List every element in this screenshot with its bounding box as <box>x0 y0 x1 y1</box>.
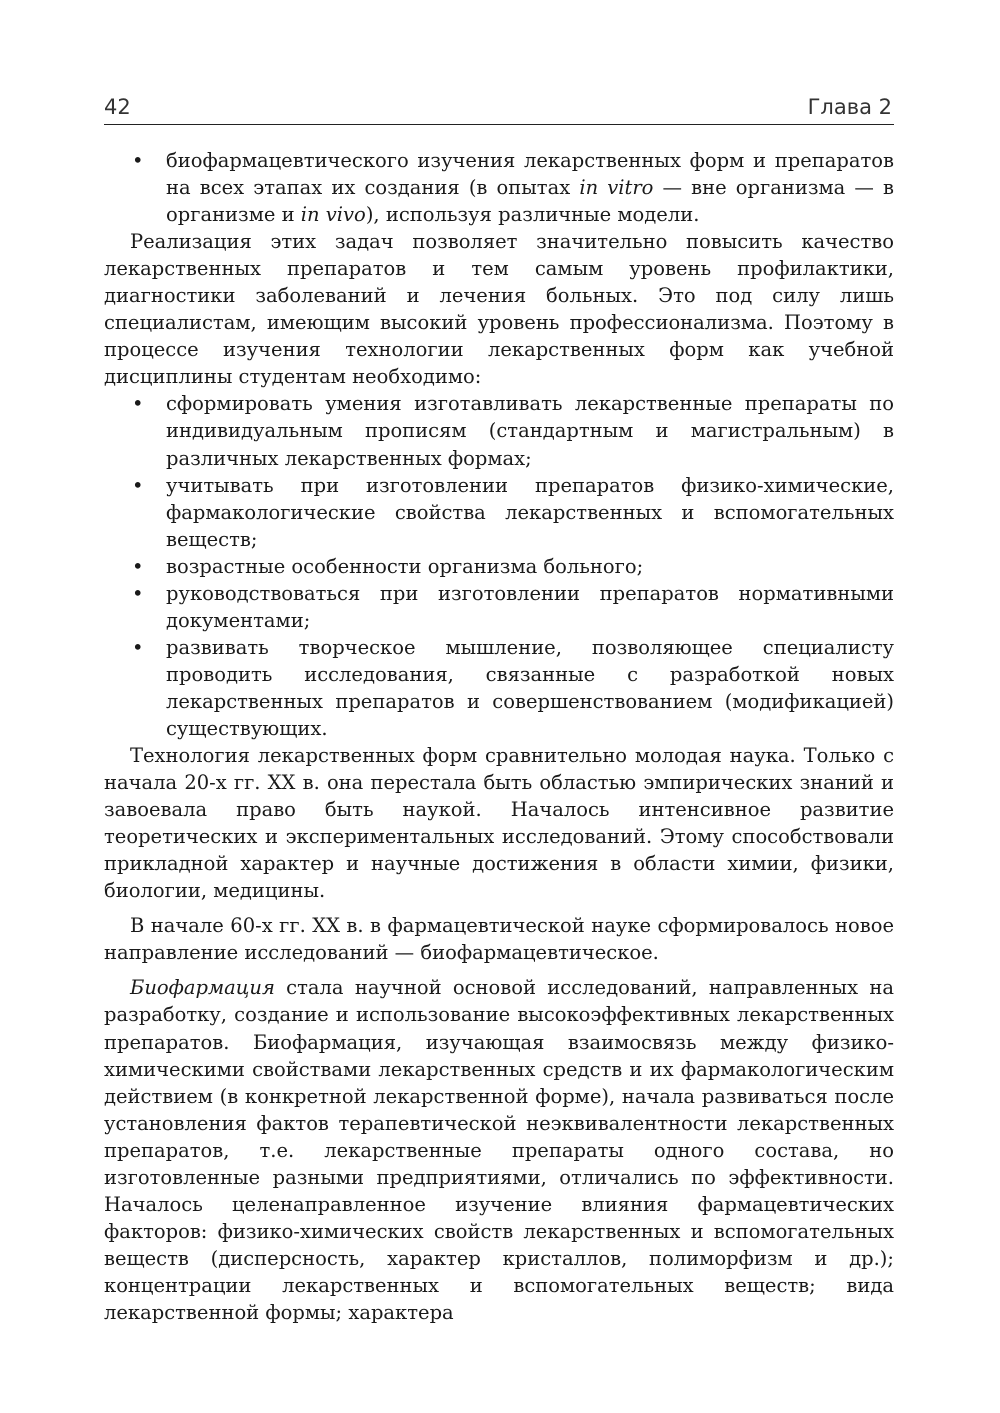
list-item: • биофармацевтического изучения лекарственных форм и препаратов на всех этапах их создания (в опытах in vitro — вне организма — в организме и in vivo), используя различные модели. <box>104 147 894 228</box>
term-biopharmacy: Биофармация <box>130 976 275 1000</box>
page-number: 42 <box>104 95 131 119</box>
list-item: • возрастные особенности организма больного; <box>104 553 894 580</box>
page-body <box>104 147 894 1326</box>
bullet-list <box>104 390 894 742</box>
bullet-list-top <box>104 147 894 228</box>
paragraph: Реализация этих задач позволяет значительно повысить качество лекарственных препаратов и тем самым уровень профилактики, диагностики заболеваний и лечения больных. Это под силу лишь специалистам, имеющим высокий уровень профессионализма. Поэтому в процессе изучения технологии лекарственных форм как учебной дисциплины студентам необходимо: <box>104 230 894 389</box>
paragraph: В начале 60-х гг. XX в. в фармацевтической науке сформировалось новое направление исследований — биофармацевтическое. <box>104 914 894 965</box>
paragraph: Биофармация стала научной основой исследований, направленных на разработку, создание и использование высокоэффективных лекарственных препаратов. Биофармация, изучающая взаимосвязь между физико-химическими свойствами лекарственных средств и их фармакологическим действием (в конкретной лекарственной форме), начала развиваться после установления фактов терапевтической неэквивалентности лекарственных препаратов, т.е. лекарственные препараты одного состава, но изготовленные разными предприятиями, отличались по эффективности. Началось целенаправленное изучение влияния фармацевтических факторов: физико-химических свойств лекарственных и вспомогательных веществ (дисперсность, характер кристаллов, полиморфизм и др.); концентрации лекарственных и вспомогательных веществ; вида лекарственной формы; характера <box>104 976 894 1324</box>
list-item: • развивать творческое мышление, позволяющее специалисту проводить исследования, связанные с разработкой новых лекарственных препаратов и совершенствованием (модификацией) существующих. <box>104 634 894 742</box>
list-item: • сформировать умения изготавливать лекарственные препараты по индивидуальным прописям (стандартным и магистральным) в различных лекарственных формах; <box>104 390 894 471</box>
chapter-title: Глава 2 <box>807 95 892 119</box>
running-header <box>104 92 894 125</box>
list-item: • руководствоваться при изготовлении препаратов нормативными документами; <box>104 580 894 634</box>
paragraph: Технология лекарственных форм сравнительно молодая наука. Только с начала 20-х гг. XX в. она перестала быть областью эмпирических знаний и завоевала право быть наукой. Началось интенсивное развитие теоретических и экспериментальных исследований. Этому способствовали прикладной характер и научные достижения в области химии, физики, биологии, медицины. <box>104 744 894 903</box>
list-item: • учитывать при изготовлении препаратов физико-химические, фармакологические свойства лекарственных и вспомогательных веществ; <box>104 472 894 553</box>
